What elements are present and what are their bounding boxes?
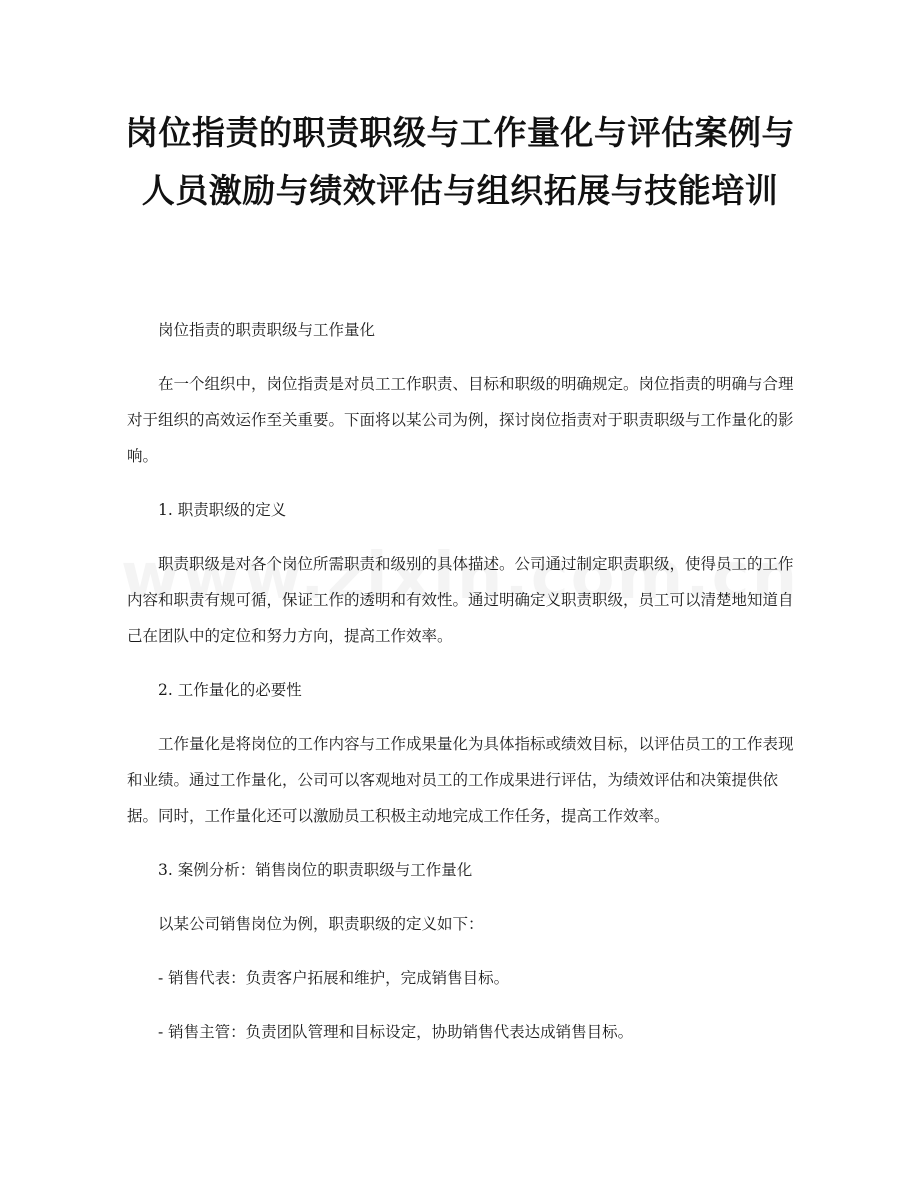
document-body xyxy=(127,312,795,1068)
section-heading-3: 3. 案例分析：销售岗位的职责职级与工作量化 xyxy=(158,861,473,879)
paragraph-3-intro: 以某公司销售岗位为例，职责职级的定义如下： xyxy=(158,915,484,933)
section-heading-2: 2. 工作量化的必要性 xyxy=(158,681,302,699)
section-heading-intro: 岗位指责的职责职级与工作量化 xyxy=(158,321,376,339)
list-item-sales-rep: - 销售代表：负责客户拓展和维护，完成销售目标。 xyxy=(158,969,510,987)
document-title: 岗位指责的职责职级与工作量化与评估案例与人员激励与绩效评估与组织拓展与技能培训 xyxy=(125,113,795,210)
list-item-sales-supervisor: - 销售主管：负责团队管理和目标设定，协助销售代表达成销售目标。 xyxy=(158,1023,634,1041)
paragraph-intro: 在一个组织中，岗位指责是对员工工作职责、目标和职级的明确规定。岗位指责的明确与合理对于组织的高效运作至关重要。下面将以某公司为例，探讨岗位指责对于职责职级与工作量化的影响。 xyxy=(127,375,794,465)
paragraph-1: 职责职级是对各个岗位所需职责和级别的具体描述。公司通过制定职责职级，使得员工的工作内容和职责有规可循，保证工作的透明和有效性。通过明确定义职责职级，员工可以清楚地知道自己在团队中的定位和努力方向，提高工作效率。 xyxy=(127,555,794,645)
section-heading-1: 1. 职责职级的定义 xyxy=(158,501,287,519)
paragraph-2: 工作量化是将岗位的工作内容与工作成果量化为具体指标或绩效目标，以评估员工的工作表现和业绩。通过工作量化，公司可以客观地对员工的工作成果进行评估，为绩效评估和决策提供依据。同时，工作量化还可以激励员工积极主动地完成工作任务，提高工作效率。 xyxy=(127,735,794,825)
